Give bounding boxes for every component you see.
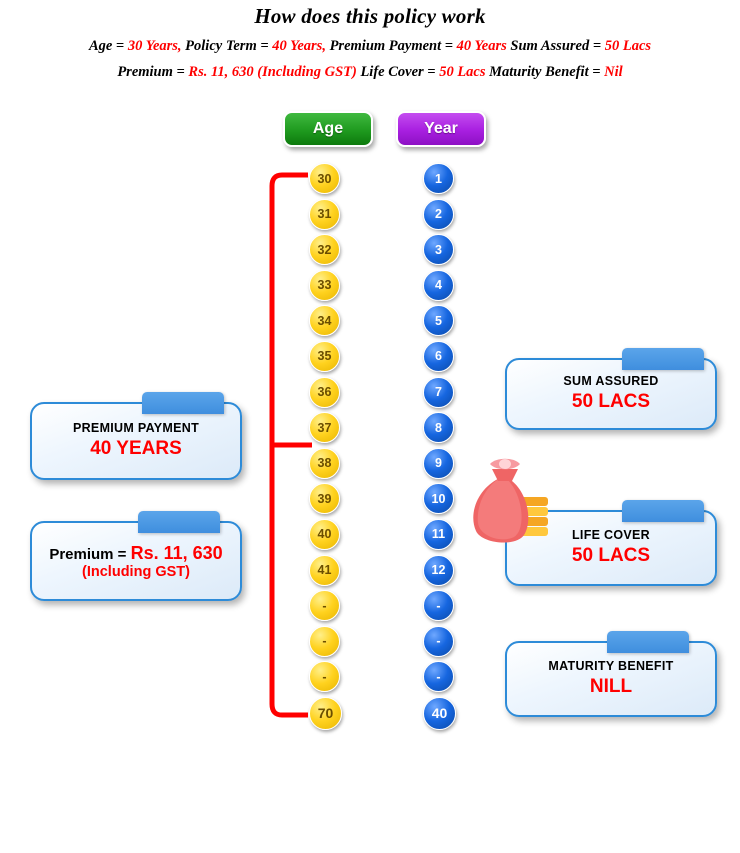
age-circle-1: 31	[309, 199, 340, 230]
premium-amount-card-note: (Including GST)	[82, 563, 190, 580]
money-bag-icon	[462, 451, 558, 549]
premium-payment-card-label: PREMIUM PAYMENT	[72, 420, 200, 435]
age-circle-0: 30	[309, 163, 340, 194]
age-circle-15: 70	[309, 697, 342, 730]
premium-amount-card-value: Rs. 11, 630	[130, 542, 223, 563]
year-circle-8: 9	[423, 448, 454, 479]
premium-payment-card-value: 40 YEARS	[90, 438, 182, 460]
sum-assured-label: Sum Assured =	[506, 38, 605, 54]
age-circle-12: -	[309, 590, 340, 621]
year-circle-7: 8	[423, 412, 454, 443]
maturity-benefit-value: Nil	[604, 64, 623, 80]
age-circle-4: 34	[309, 305, 340, 336]
card-tab	[622, 500, 704, 522]
age-circle-2: 32	[309, 234, 340, 265]
card-tab	[142, 392, 224, 414]
year-circle-15: 40	[423, 697, 456, 730]
age-range-bracket	[268, 172, 312, 718]
age-circle-6: 36	[309, 377, 340, 408]
life-cover-label: Life Cover =	[356, 64, 440, 80]
card-tab	[607, 631, 689, 653]
age-circle-11: 41	[309, 555, 340, 586]
sum-assured-value: 50 Lacs	[604, 38, 652, 54]
year-circle-13: -	[423, 626, 454, 657]
age-circle-column	[309, 163, 342, 735]
sum-assured-card-label: SUM ASSURED	[563, 373, 659, 388]
year-circle-11: 12	[423, 555, 454, 586]
premium-payment-card	[30, 402, 242, 480]
header-line-2	[0, 64, 740, 81]
age-circle-14: -	[309, 661, 340, 692]
page-title: How does this policy work	[254, 4, 486, 28]
life-cover-card-value: 50 LACS	[571, 545, 651, 567]
maturity-benefit-card-label: MATURITY BENEFIT	[548, 658, 674, 673]
age-value: 30 Years,	[127, 38, 182, 54]
life-cover-value: 50 Lacs	[439, 64, 486, 80]
card-tab	[138, 511, 220, 533]
maturity-benefit-card	[505, 641, 717, 717]
header-line-1	[0, 38, 740, 55]
year-circle-0: 1	[423, 163, 454, 194]
year-circle-14: -	[423, 661, 454, 692]
premium-amount-row	[49, 543, 222, 564]
year-circle-9: 10	[423, 483, 454, 514]
maturity-benefit-card-value: NILL	[589, 676, 633, 698]
life-cover-card-label: LIFE COVER	[571, 527, 650, 542]
year-circle-12: -	[423, 590, 454, 621]
policy-term-value: 40 Years,	[272, 38, 326, 54]
premium-amount-card	[30, 521, 242, 601]
age-circle-9: 39	[309, 483, 340, 514]
year-circle-column	[423, 163, 456, 735]
age-label: Age =	[88, 38, 128, 54]
year-column-header: Year	[396, 111, 486, 147]
age-circle-8: 38	[309, 448, 340, 479]
year-circle-10: 11	[423, 519, 454, 550]
sum-assured-card-value: 50 LACS	[571, 391, 651, 413]
maturity-benefit-label: Maturity Benefit =	[485, 64, 605, 80]
sum-assured-card	[505, 358, 717, 430]
age-circle-3: 33	[309, 270, 340, 301]
policy-term-label: Policy Term =	[181, 38, 273, 54]
year-circle-3: 4	[423, 270, 454, 301]
year-circle-6: 7	[423, 377, 454, 408]
premium-value: Rs. 11, 630 (Including GST)	[188, 64, 357, 80]
premium-payment-value: 40 Years	[456, 38, 507, 54]
age-column-header: Age	[283, 111, 373, 147]
age-circle-7: 37	[309, 412, 340, 443]
age-circle-5: 35	[309, 341, 340, 372]
card-tab	[622, 348, 704, 370]
year-circle-4: 5	[423, 305, 454, 336]
premium-amount-card-label: Premium =	[49, 545, 131, 563]
premium-label: Premium =	[117, 64, 189, 80]
premium-payment-label: Premium Payment =	[325, 38, 457, 54]
age-circle-10: 40	[309, 519, 340, 550]
year-circle-1: 2	[423, 199, 454, 230]
year-circle-5: 6	[423, 341, 454, 372]
year-circle-2: 3	[423, 234, 454, 265]
age-circle-13: -	[309, 626, 340, 657]
